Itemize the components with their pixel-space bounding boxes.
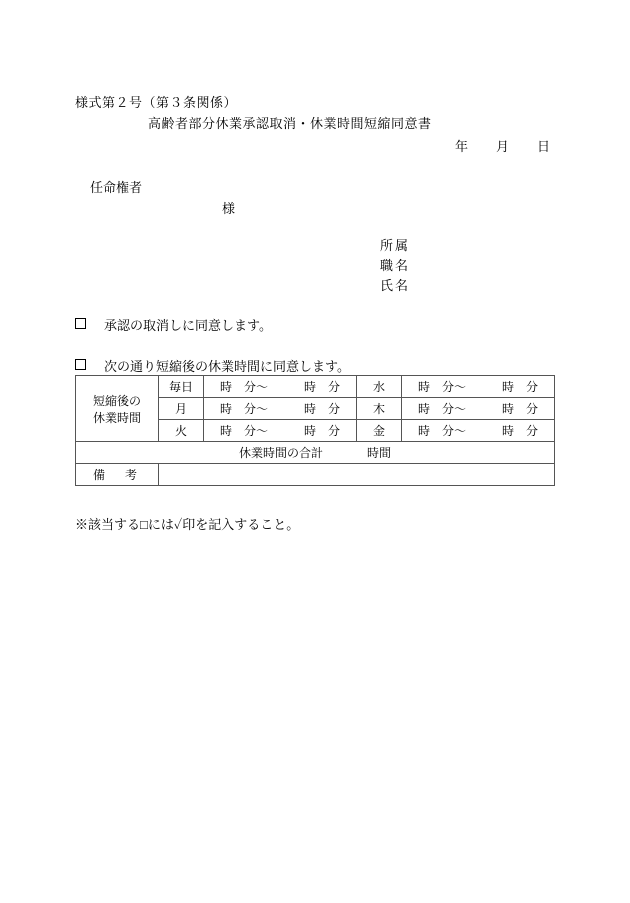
affiliation-label: 所属 (380, 238, 411, 253)
name-label: 氏名 (380, 278, 411, 293)
date-line (455, 136, 550, 155)
total-unit: 時間 (367, 446, 392, 460)
day-cell: 毎日 (159, 376, 204, 398)
checkbox-shorten-label: 次の通り短縮後の休業時間に同意します。 (104, 359, 350, 374)
checkbox-row-shorten[interactable] (75, 356, 350, 375)
time-input-cell[interactable]: 時 分～ 時 分 (402, 376, 555, 398)
day-cell: 木 (357, 398, 402, 420)
checkbox-shorten[interactable] (75, 359, 86, 370)
footnote: ※該当する□には✓印を記入すること。 (75, 517, 300, 532)
checkbox-cancel-label: 承認の取消しに同意します。 (104, 318, 272, 333)
submitter-block (380, 236, 410, 296)
day-cell: 火 (159, 420, 204, 442)
date-month-label: 月 (496, 139, 510, 154)
page-title: 高齢者部分休業承認取消・休業時間短縮同意書 (148, 116, 432, 131)
remarks-input-cell[interactable] (159, 464, 555, 486)
table-row-label-line1: 短縮後の (92, 393, 141, 408)
day-cell: 水 (357, 376, 402, 398)
time-input-cell[interactable]: 時 分～ 時 分 (204, 420, 357, 442)
remarks-label: 備 考 (76, 464, 159, 486)
position-label: 職名 (380, 258, 411, 273)
time-input-cell[interactable]: 時 分～ 時 分 (204, 376, 357, 398)
form-number: 様式第２号（第３条関係） (75, 95, 238, 110)
table-row-total (76, 442, 555, 464)
time-input-cell[interactable]: 時 分～ 時 分 (402, 420, 555, 442)
table-row-label (76, 376, 159, 442)
checkbox-row-cancel[interactable] (75, 315, 272, 334)
total-label: 休業時間の合計 (238, 446, 323, 460)
table-row (76, 376, 555, 398)
time-input-cell[interactable]: 時 分～ 時 分 (204, 398, 357, 420)
date-day-label: 日 (537, 139, 551, 154)
date-year-label: 年 (455, 139, 469, 154)
checkbox-cancel[interactable] (75, 318, 86, 329)
day-cell: 月 (159, 398, 204, 420)
time-input-cell[interactable]: 時 分～ 時 分 (402, 398, 555, 420)
table-row-label-line2: 休業時間 (92, 410, 141, 425)
work-hours-table (75, 375, 555, 486)
total-cell[interactable] (76, 442, 555, 464)
table-row-remarks (76, 464, 555, 486)
day-cell: 金 (357, 420, 402, 442)
appointer-label: 任命権者 (90, 180, 143, 195)
honorific-label: 様 (222, 201, 236, 216)
